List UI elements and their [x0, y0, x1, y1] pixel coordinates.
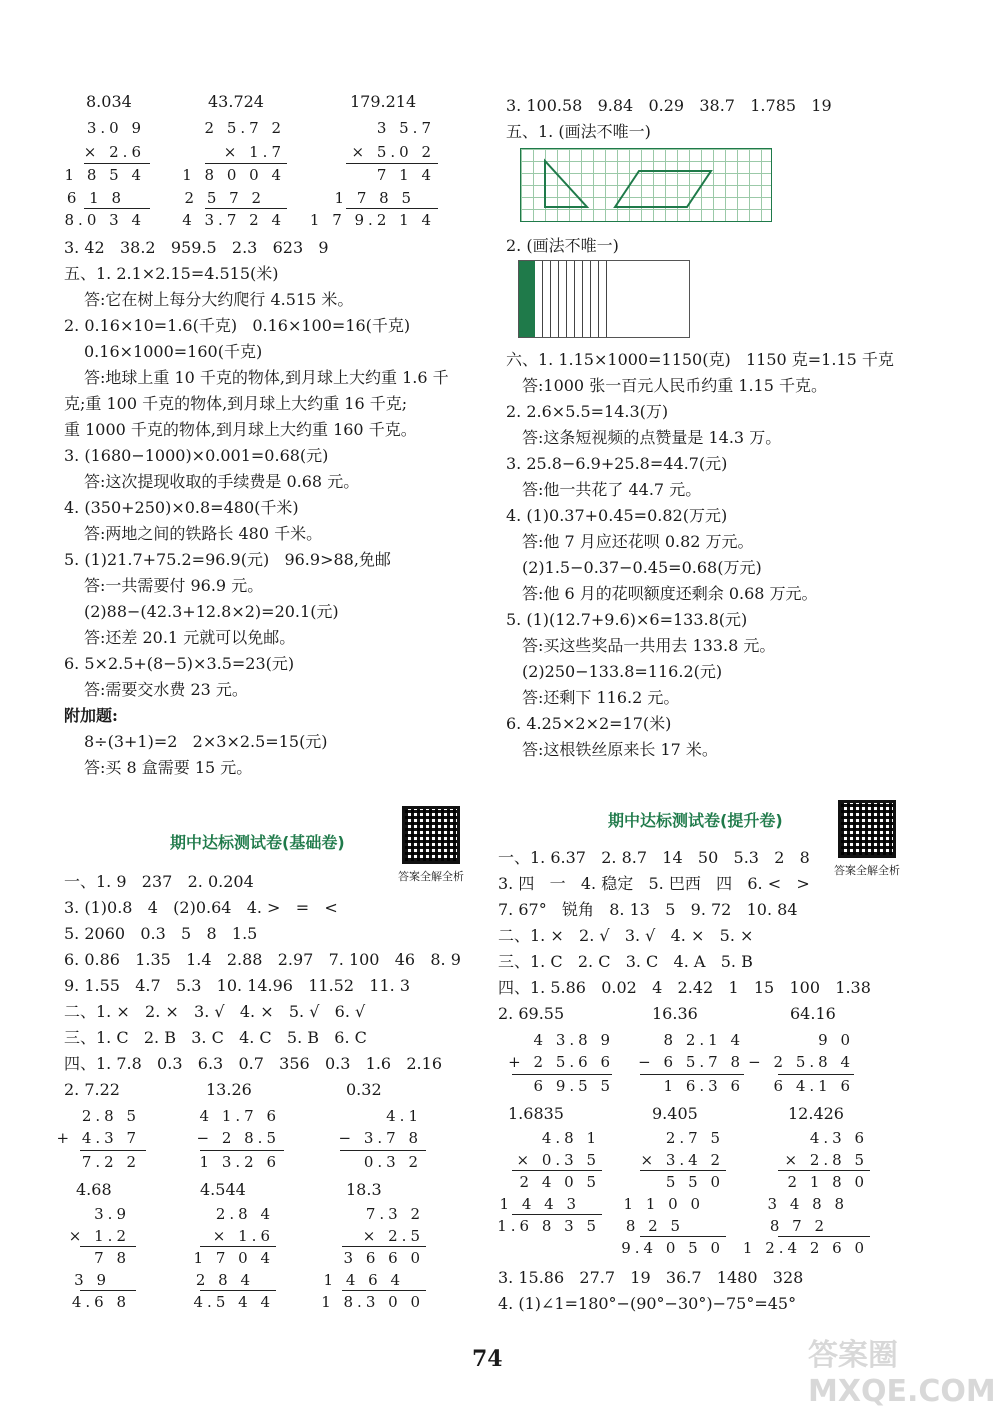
calc-digit-row: 1 8 0 0 4 — [182, 166, 285, 184]
calc-header: 64.16 — [790, 1004, 836, 1023]
calc-digit-row: − 2 5.8 4 — [748, 1053, 854, 1071]
calc-rule — [200, 1246, 276, 1247]
calc-digit-row: 2 5.7 2 — [204, 119, 285, 137]
answer-line: 9. 1.55 4.7 5.3 10. 14.96 11.52 11. 3 — [64, 976, 411, 995]
calc-rule — [84, 163, 150, 164]
calc-digit-row: 4 1.7 6 — [199, 1107, 280, 1125]
answer-line: 3. 25.8−6.9+25.8=44.7(元) — [506, 454, 728, 473]
calc-header: 2. 7.22 — [64, 1080, 120, 1099]
calc-header: 4.68 — [76, 1180, 112, 1199]
answer-line: 2. 0.16×10=1.6(千克) 0.16×100=16(千克) — [64, 316, 411, 335]
calc-digit-row: 8 2.1 4 — [663, 1031, 744, 1049]
answer-line: 答:这条短视频的点赞量是 14.3 万。 — [522, 428, 782, 447]
answer-line: 3. 42 38.2 959.5 2.3 623 9 — [64, 238, 329, 257]
calc-digit-row: 7.3 2 — [365, 1205, 424, 1223]
calc-digit-row: 1 6.3 6 — [663, 1077, 744, 1095]
answer-line: 答:买 8 盒需要 15 元。 — [84, 758, 253, 777]
calc-digit-row: 1 7 9.2 1 4 — [309, 211, 435, 229]
calc-digit-row: 4.3 6 — [809, 1129, 868, 1147]
calc-digit-row: 2 5 7 2 — [184, 189, 265, 207]
answer-line: 3. (1680−1000)×0.001=0.68(元) — [64, 446, 329, 465]
answer-line: 答:地球上重 10 千克的物体,到月球上大约重 1.6 千 — [84, 368, 449, 387]
answer-line: 五、1. (画法不唯一) — [506, 122, 651, 141]
calc-digit-row: 1.6 8 3 5 — [497, 1217, 600, 1235]
calc-rule — [205, 208, 287, 209]
calc-digit-row: 3.0 9 — [86, 119, 145, 137]
calc-rule — [80, 1290, 136, 1291]
answer-line: (2)1.5−0.37−0.45=0.68(万元) — [522, 558, 762, 577]
calc-digit-row: 2 8 4 — [195, 1271, 254, 1289]
answer-line: 答:这根铁丝原来长 17 米。 — [522, 740, 718, 759]
calc-digit-row: 8.0 3 4 — [64, 211, 145, 229]
calc-rule — [346, 163, 438, 164]
calc-digit-row: 1 7 8 5 — [334, 189, 415, 207]
calc-digit-row: 7.2 2 — [81, 1153, 140, 1171]
answer-line: 答:这次提现收取的手续费是 0.68 元。 — [84, 472, 360, 491]
answer-line: 答:还差 20.1 元就可以免邮。 — [84, 628, 296, 647]
calc-digit-row: 4.6 8 — [71, 1293, 130, 1311]
calc-digit-row: × 1.6 — [212, 1227, 274, 1245]
calc-digit-row: 4.1 — [386, 1107, 422, 1125]
calc-digit-row: 6 1 8 — [66, 189, 125, 207]
page-number: 74 — [472, 1346, 503, 1372]
calc-digit-row: × 1.2 — [68, 1227, 130, 1245]
answer-line: 5. (1)(12.7+9.6)×6=133.8(元) — [506, 610, 748, 629]
answer-line: 5. 2060 0.3 5 8 1.5 — [64, 924, 258, 943]
calc-digit-row: × 5.0 2 — [351, 143, 435, 161]
answer-line: 答:1000 张一百元人民币约重 1.15 千克。 — [522, 376, 827, 395]
answer-line: 二、1. × 2. √ 3. √ 4. × 5. × — [498, 926, 754, 945]
qr-code-icon — [838, 800, 896, 858]
calc-rule — [346, 208, 438, 209]
answer-line: 一、1. 6.37 2. 8.7 14 50 5.3 2 8 — [498, 848, 810, 867]
calc-rule — [84, 208, 150, 209]
calc-header: 179.214 — [350, 92, 417, 111]
answer-line: 答:两地之间的铁路长 480 千米。 — [84, 524, 323, 543]
calc-digit-row: 0.3 2 — [363, 1153, 422, 1171]
answer-line: 4. (350+250)×0.8=480(千米) — [64, 498, 299, 517]
answer-line: 答:他 6 月的花呗额度还剩余 0.68 万元。 — [522, 584, 818, 603]
answer-line: 答:一共需要付 96.9 元。 — [84, 576, 264, 595]
calc-rule — [342, 1290, 426, 1291]
answer-line: 二、1. × 2. × 3. √ 4. × 5. √ 6. √ — [64, 1002, 366, 1021]
answer-line: 4. (1)0.37+0.45=0.82(万元) — [506, 506, 728, 525]
calc-digit-row: 8 2 5 — [625, 1217, 684, 1235]
calc-digit-row: − 2 8.5 — [196, 1129, 280, 1147]
calc-digit-row: 2 1 8 0 — [787, 1173, 868, 1191]
calc-rule — [640, 1074, 744, 1075]
answer-line: 3. 15.86 27.7 19 36.7 1480 328 — [498, 1268, 804, 1287]
calc-rule — [640, 1170, 726, 1171]
calc-digit-row: 8 7 2 — [769, 1217, 828, 1235]
calc-digit-row: 1 1 0 0 — [623, 1195, 704, 1213]
calc-header: 4.544 — [200, 1180, 246, 1199]
calc-rule — [80, 1150, 146, 1151]
answer-line: 答:它在树上每分大约爬行 4.515 米。 — [84, 290, 354, 309]
answer-line: (2)88−(42.3+12.8×2)=20.1(元) — [84, 602, 339, 621]
calc-rule — [778, 1074, 854, 1075]
calc-digit-row: 3 9 — [74, 1271, 110, 1289]
calc-rule — [80, 1246, 136, 1247]
watermark-logo: 答案圈 MXQE.COM — [808, 1338, 996, 1409]
calc-digit-row: 4 3.8 9 — [533, 1031, 614, 1049]
calc-digit-row: 1 8 5 4 — [64, 166, 145, 184]
answer-line: 五、1. 2.1×2.15=4.515(米) — [64, 264, 279, 283]
answer-line: 克;重 100 千克的物体,到月球上大约重 16 千克; — [64, 394, 408, 413]
section-title: 期中达标测试卷(基础卷) — [170, 833, 345, 852]
answer-line: 0.16×1000=160(千克) — [84, 342, 263, 361]
calc-digit-row: 1 4 6 4 — [323, 1271, 404, 1289]
answer-line: 六、1. 1.15×1000=1150(克) 1150 克=1.15 千克 — [506, 350, 894, 369]
calc-digit-row: 4.5 4 4 — [193, 1293, 274, 1311]
calc-digit-row: 6 9.5 5 — [533, 1077, 614, 1095]
calc-digit-row: 7 1 4 — [376, 166, 435, 184]
answer-line: 3. (1)0.8 4 (2)0.64 4. > = < — [64, 898, 338, 917]
calc-digit-row: + 2 5.6 6 — [508, 1053, 614, 1071]
answer-line: 答:他一共花了 44.7 元。 — [522, 480, 702, 499]
answer-line: 答:他 7 月应还花呗 0.82 万元。 — [522, 532, 754, 551]
calc-digit-row: 2 4 0 5 — [519, 1173, 600, 1191]
shape-drawing — [521, 149, 773, 223]
calc-rule — [200, 1150, 284, 1151]
calc-rule — [778, 1236, 870, 1237]
answer-line: 答:需要交水费 23 元。 — [84, 680, 248, 699]
answer-line: 3. 100.58 9.84 0.29 38.7 1.785 19 — [506, 96, 832, 115]
answer-line: 2. 2.6×5.5=14.3(万) — [506, 402, 669, 421]
answer-line: 6. 0.86 1.35 1.4 2.88 2.97 7. 100 46 8. 9 — [64, 950, 461, 969]
calc-digit-row: × 2.6 — [83, 143, 145, 161]
calc-rule — [640, 1236, 726, 1237]
calc-digit-row: 1 7 0 4 — [193, 1249, 274, 1267]
calc-rule — [512, 1074, 612, 1075]
answer-line: 重 1000 千克的物体,到月球上大约重 160 千克。 — [64, 420, 417, 439]
answer-line: 三、1. C 2. B 3. C 4. C 5. B 6. C — [64, 1028, 367, 1047]
answer-line: 5. (1)21.7+75.2=96.9(元) 96.9>88,免邮 — [64, 550, 391, 569]
calc-digit-row: 7 8 — [94, 1249, 130, 1267]
calc-header: 18.3 — [346, 1180, 382, 1199]
answer-line: 三、1. C 2. C 3. C 4. A 5. B — [498, 952, 753, 971]
calc-header: 13.26 — [206, 1080, 252, 1099]
calc-rule — [205, 163, 287, 164]
answer-line: 四、1. 5.86 0.02 4 2.42 1 15 100 1.38 — [498, 978, 871, 997]
calc-header: 12.426 — [788, 1104, 844, 1123]
calc-digit-row: × 0.3 5 — [516, 1151, 600, 1169]
calc-header: 16.36 — [652, 1004, 698, 1023]
calc-rule — [342, 1246, 426, 1247]
calc-digit-row: × 3.4 2 — [640, 1151, 724, 1169]
qr-code-icon — [402, 806, 460, 864]
calc-rule — [778, 1170, 870, 1171]
answer-line: 四、1. 7.8 0.3 6.3 0.7 356 0.3 1.6 2.16 — [64, 1054, 442, 1073]
calc-digit-row: 3.9 — [94, 1205, 130, 1223]
calc-digit-row: 1 4 4 3 — [499, 1195, 580, 1213]
calc-digit-row: 2.8 5 — [81, 1107, 140, 1125]
answer-line: 6. 4.25×2×2=17(米) — [506, 714, 672, 733]
calc-rule — [512, 1170, 602, 1171]
calc-header: 43.724 — [208, 92, 264, 111]
calc-rule — [200, 1290, 276, 1291]
answer-line: (2)250−133.8=116.2(元) — [522, 662, 723, 681]
decimal-bar-diagram — [518, 260, 690, 338]
calc-digit-row: × 2.8 5 — [784, 1151, 868, 1169]
calc-header: 9.405 — [652, 1104, 698, 1123]
calc-digit-row: 9 0 — [818, 1031, 854, 1049]
calc-digit-row: − 3.7 8 — [338, 1129, 422, 1147]
answer-line: 8÷(3+1)=2 2×3×2.5=15(元) — [84, 732, 328, 751]
calc-rule — [340, 1150, 426, 1151]
answer-line: 7. 67° 锐角 8. 13 5 9. 72 10. 84 — [498, 900, 798, 919]
calc-digit-row: 4.8 1 — [541, 1129, 600, 1147]
calc-digit-row: 2.7 5 — [665, 1129, 724, 1147]
answer-line: 一、1. 9 237 2. 0.204 — [64, 872, 254, 891]
answer-line: 3. 四 一 4. 稳定 5. 巴西 四 6. < > — [498, 874, 810, 893]
calc-header: 2. 69.55 — [498, 1004, 565, 1023]
answer-line: 答:还剩下 116.2 元。 — [522, 688, 680, 707]
calc-header: 8.034 — [86, 92, 132, 111]
calc-header: 1.6835 — [508, 1104, 564, 1123]
calc-digit-row: 1 8.3 0 0 — [321, 1293, 424, 1311]
qr-caption: 答案全解全析 — [398, 870, 464, 883]
calc-digit-row: 9.4 0 5 0 — [621, 1239, 724, 1257]
calc-digit-row: 3 4 8 8 — [767, 1195, 848, 1213]
section-title: 期中达标测试卷(提升卷) — [608, 811, 783, 830]
calc-digit-row: − 6 5.7 8 — [638, 1053, 744, 1071]
calc-digit-row: 6 4.1 6 — [773, 1077, 854, 1095]
bonus-heading: 附加题: — [64, 706, 118, 725]
answer-line: 2. (画法不唯一) — [506, 236, 619, 255]
qr-caption: 答案全解全析 — [834, 864, 900, 877]
answer-line: 答:买这些奖品一共用去 133.8 元。 — [522, 636, 776, 655]
grid-drawing-shapes — [520, 148, 772, 222]
calc-digit-row: 3 6 6 0 — [343, 1249, 424, 1267]
answer-line: 4. (1)∠1=180°−(90°−30°)−75°=45° — [498, 1294, 797, 1313]
calc-digit-row: 1 2.4 2 6 0 — [742, 1239, 868, 1257]
calc-rule — [512, 1214, 602, 1215]
calc-header: 0.32 — [346, 1080, 382, 1099]
parallelogram-shape — [615, 171, 711, 207]
calc-digit-row: + 4.3 7 — [56, 1129, 140, 1147]
triangle-shape — [545, 161, 587, 207]
calc-digit-row: 3 5.7 — [376, 119, 435, 137]
answer-line: 6. 5×2.5+(8−5)×3.5=23(元) — [64, 654, 295, 673]
calc-digit-row: × 1.7 — [223, 143, 285, 161]
calc-digit-row: 1 3.2 6 — [199, 1153, 280, 1171]
calc-digit-row: 5 5 0 — [665, 1173, 724, 1191]
calc-digit-row: 2.8 4 — [215, 1205, 274, 1223]
calc-digit-row: × 2.5 — [362, 1227, 424, 1245]
calc-digit-row: 4 3.7 2 4 — [182, 211, 285, 229]
